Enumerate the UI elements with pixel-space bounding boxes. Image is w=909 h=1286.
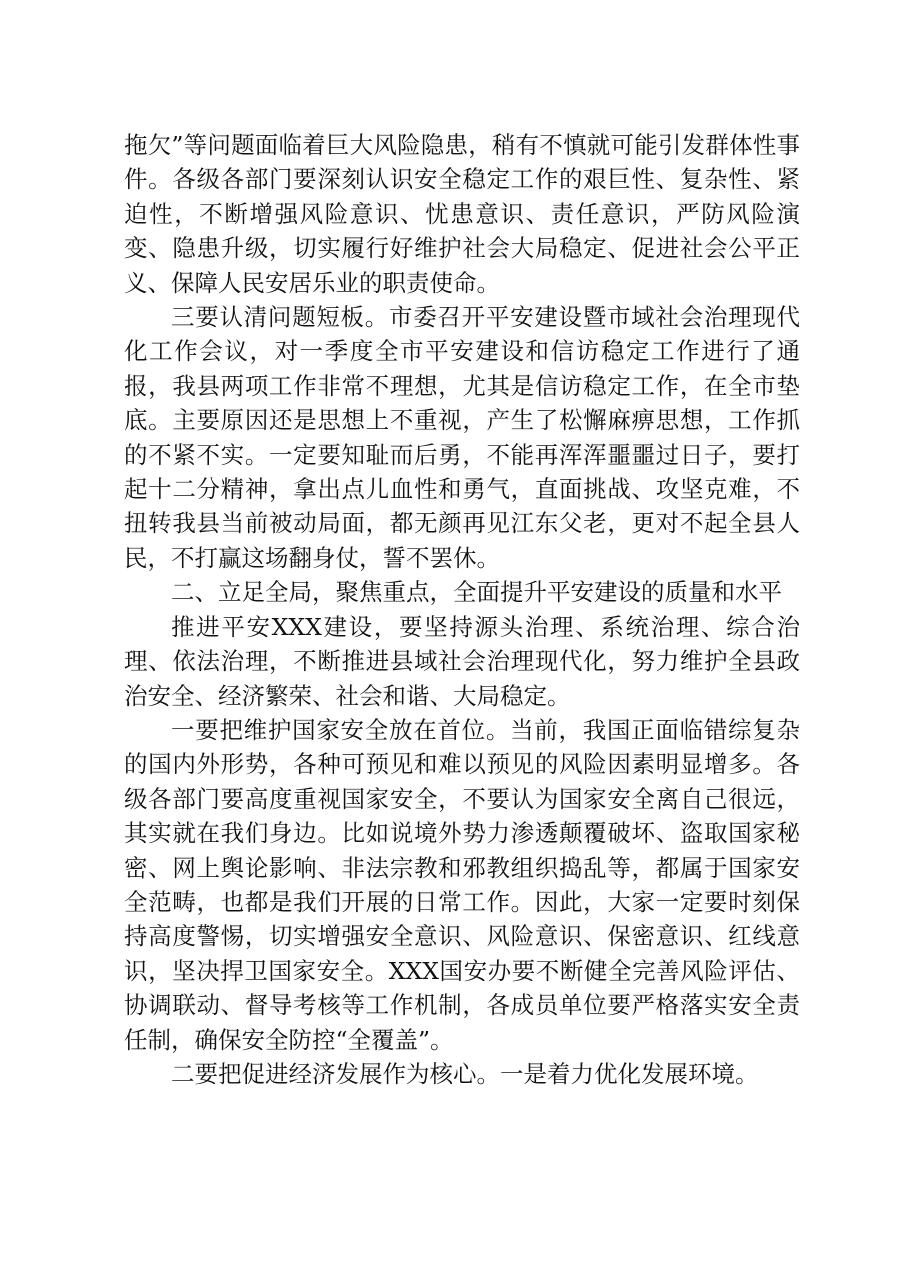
- paragraph-section-intro: 推进平安XXX建设，要坚持源头治理、系统治理、综合治理、依法治理，不断推进县域社会治理现代化，努力维护全县政治安全、经济繁荣、社会和谐、大局稳定。: [124, 612, 800, 710]
- paragraph-point-two: 二要把促进经济发展作为核心。一是着力优化发展环境。: [171, 1059, 759, 1088]
- section-heading-two: 二、立足全局，聚焦重点，全面提升平安建设的质量和水平: [171, 578, 782, 607]
- paragraph-point-one: 一要把维护国家安全放在首位。当前，我国正面临错综复杂的国内外形势，各种可预见和难以预见的风险因素明显增多。各级各部门要高度重视国家安全，不要认为国家安全离自己很远，其实就在我们身边。比如说境外势力渗透颠覆破坏、盗取国家秘密、网上舆论影响、非法宗教和邪教组织捣乱等，都属于国家安全范畴，也都是我们开展的日常工作。因此，大家一定要时刻保持高度警惕，切实增强安全意识、风险意识、保密意识、红线意识，坚决捍卫国家安全。XXX国安办要不断健全完善风险评估、协调联动、督导考核等工作机制，各成员单位要严格落实安全责任制，确保安全防控“全覆盖”。: [124, 715, 800, 1054]
- paragraph-continuation: 拖欠”等问题面临着巨大风险隐患，稍有不慎就可能引发群体性事件。各级各部门要深刻认识安全稳定工作的艰巨性、复杂性、紧迫性，不断增强风险意识、忧患意识、责任意识，严防风险演变、隐患升级，切实履行好维护社会大局稳定、促进社会公平正义、保障人民安居乐业的职责使命。: [124, 131, 800, 297]
- paragraph-point-three: 三要认清问题短板。市委召开平安建设暨市域社会治理现代化工作会议，对一季度全市平安建设和信访稳定工作进行了通报，我县两项工作非常不理想，尤其是信访稳定工作，在全市垫底。主要原因还是思想上不重视，产生了松懈麻痹思想，工作抓的不紧不实。一定要知耻而后勇，不能再浑浑噩噩过日子，要打起十二分精神，拿出点儿血性和勇气，直面挑战、攻坚克难，不扭转我县当前被动局面，都无颜再见江东父老，更对不起全县人民，不打赢这场翻身仗，誓不罢休。: [124, 303, 800, 572]
- document-body: [124, 128, 800, 1091]
